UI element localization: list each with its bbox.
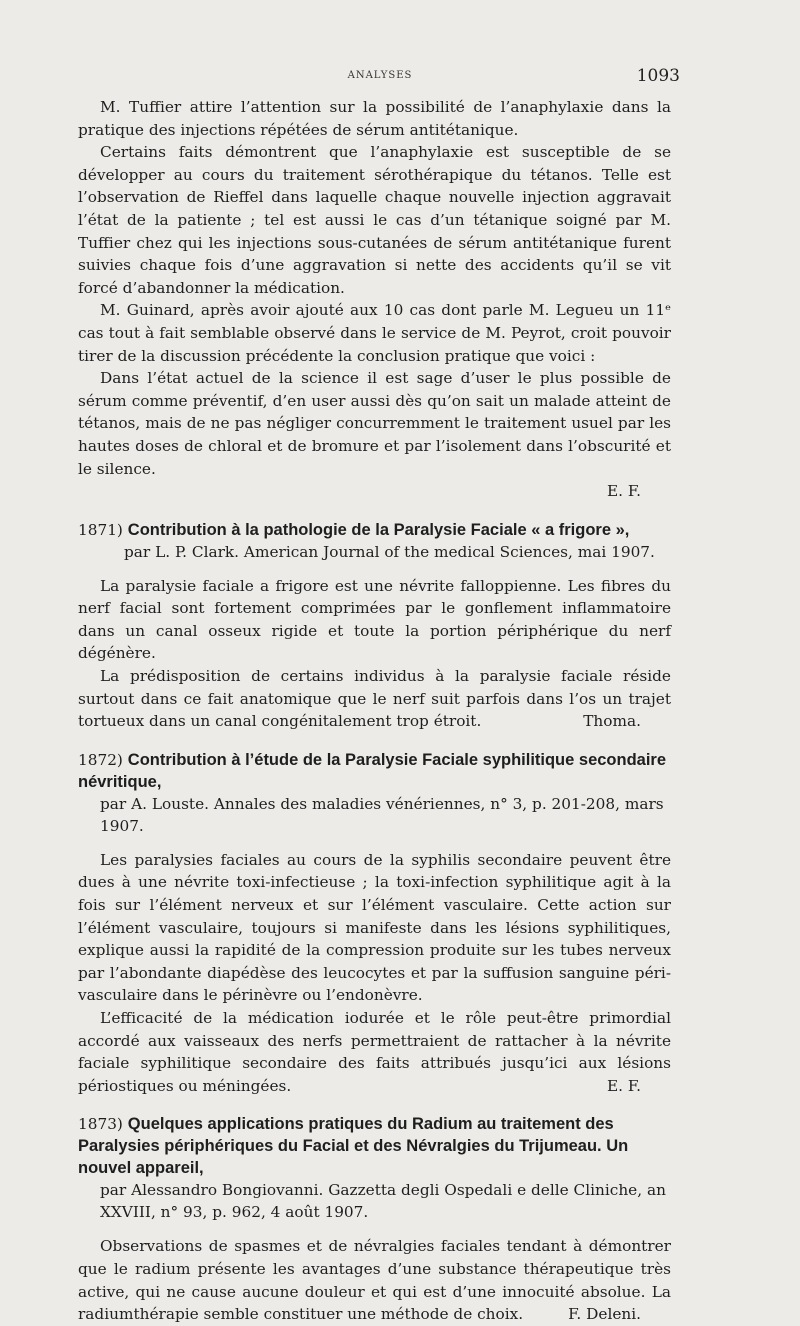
entry-abstract (78, 575, 671, 733)
paragraph: L’efficacité de la médication iodurée et le rôle peut-être primordial accordé aux vaisseaux des nerfs permettraient de rattacher à la névrite faciale syphilitique secondaire des faits attribués jusqu’ici aux lésions périostiques ou méningées. (78, 1009, 671, 1095)
page-header (80, 66, 680, 88)
signature: E. F. (607, 1076, 641, 1095)
entry-citation: par Alessandro Bongiovanni. Gazzetta degli Ospedali e delle Cliniche, an XXVIII, n° 93, p. 962, 4 août 1907. (100, 1181, 666, 1222)
paragraph: Observations de spasmes et de névralgies faciales tendant à démontrer que le radium présente les avantages d’une substance thérapeutique très active, qui ne cause aucune douleur et qui est d’une innocuité absolue. La radiumthérapie semble constituer une méthode de choix. (78, 1237, 671, 1324)
abstract-entry (78, 1113, 671, 1325)
entry-citation: par L. P. Clark. American Journal of the medical Sciences, mai 1907. (124, 542, 655, 561)
entry-heading (78, 519, 671, 563)
paragraph: La prédisposition de certains individus à la paralysie faciale réside surtout dans ce fait anatomique que le nerf suit parfois dans l’os un trajet tortueux dans un canal congénitalement trop étroit. (78, 667, 671, 731)
entry-citation: par A. Louste. Annales des maladies vénériennes, n° 3, p. 201-208, mars 1907. (100, 794, 664, 835)
running-head: ANALYSES (347, 70, 413, 81)
previous-entry-continuation (78, 96, 671, 503)
entry-title: Quelques applications pratiques du Radium au traitement des Paralysies périphériques du Facial et des Névralgies du Trijumeau. Un nouvel appareil, (78, 1115, 629, 1178)
entry-abstract (78, 849, 671, 1098)
signature: Thoma. (583, 712, 641, 731)
entry-title: Contribution à la pathologie de la Paralysie Faciale « a frigore », (127, 520, 630, 539)
paragraph: La paralysie faciale a frigore est une névrite falloppienne. Les fibres du nerf facial sont fortement comprimées par le gonflement inflammatoire dans un canal osseux rigide et toute la portion périphérique du nerf dégénère. (78, 576, 671, 663)
entry-number: 1871) (78, 520, 123, 539)
paragraph: M. Tuffier attire l’attention sur la possibilité de l’anaphylaxie dans la pratique des injections répétées de sérum antitétanique. (78, 98, 671, 139)
abstract-entry (78, 749, 671, 1098)
entry-number: 1873) (78, 1115, 123, 1134)
entry-heading (78, 1113, 671, 1223)
paragraph: Dans l’état actuel de la science il est sage d’user le plus possible de sérum comme préventif, d’en user aussi dès qu’on sait un malade atteint de tétanos, mais de ne pas négliger concurremment le traitement usuel par les hautes doses de chloral et de bromure et par l’isolement dans l’obscurité et le silence. (78, 369, 671, 478)
page-number: 1093 (636, 66, 680, 86)
page-body (78, 96, 671, 1326)
abstract-entry (78, 519, 671, 733)
paragraph: Certains faits démontrent que l’anaphylaxie est susceptible de se développer au cours du traitement sérothérapique du tétanos. Telle est l’observation de Rieffel dans laquelle chaque nouvelle injection aggravait l’état de la patiente ; tel est aussi le cas d’un tétanique soigné par M. Tuffier chez qui les injections sous-cutanées de sérum antitétanique furent suivies chaque fois d’une aggravation si nette des accidents qu’il se vit forcé d’abandonner la médication. (78, 143, 671, 297)
paragraph: M. Guinard, après avoir ajouté aux 10 cas dont parle M. Legueu un 11ᵉ cas tout à fait semblable observé dans le service de M. Peyrot, croit pouvoir tirer de la discussion précédente la conclusion pratique que voici : (78, 301, 671, 365)
entry-number: 1872) (78, 750, 123, 769)
entry-title: Contribution à l’étude de la Paralysie Faciale syphilitique secondaire névritique, (78, 750, 667, 791)
entry-abstract (78, 1235, 671, 1325)
paragraph: Les paralysies faciales au cours de la syphilis secondaire peuvent être dues à une névrite toxi-infectieuse ; la toxi-infection syphilitique agit à la fois sur l’élément nerveux et sur l’élément vasculaire. Cette action sur l’élément vasculaire, toujours si manifeste dans les lésions syphilitiques, explique aussi la rapidité de la compression produite sur les tubes nerveux par l’abondante diapédèse des leucocytes et par la suffusion sanguine péri-vasculaire dans le périnèvre ou l’endonèvre. (78, 850, 671, 1005)
signature: E. F. (607, 482, 641, 501)
entry-heading (78, 749, 671, 837)
signature: F. Deleni. (568, 1305, 641, 1324)
